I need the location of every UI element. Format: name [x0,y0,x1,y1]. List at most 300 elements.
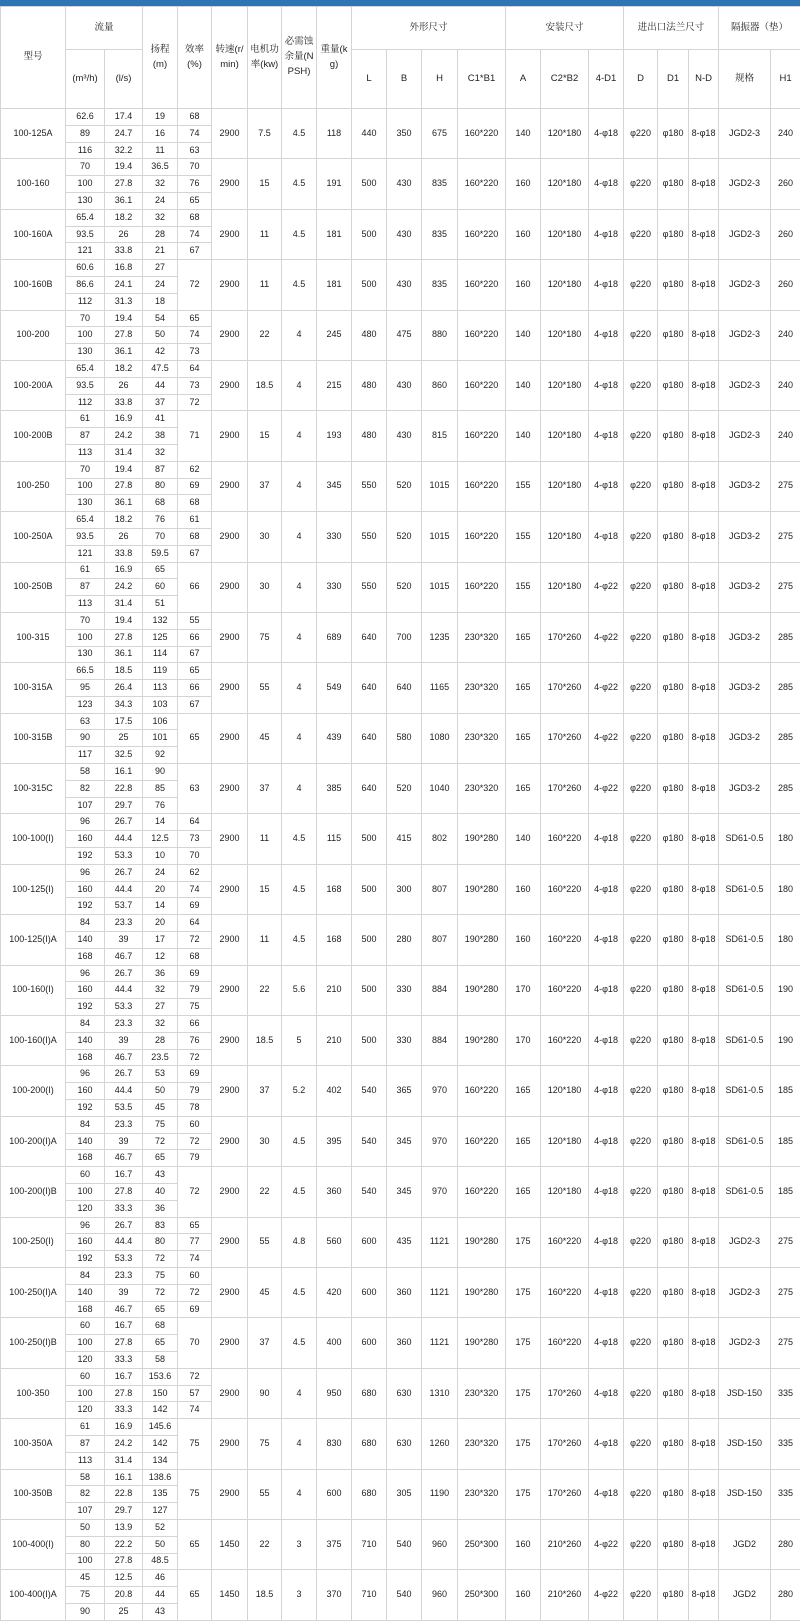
efficiency-cell: 75 [178,1469,212,1519]
install-4d1-cell: 4-φ18 [589,159,624,209]
flow-ls-cell: 18.2 [105,209,143,226]
weight-cell: 168 [317,915,352,965]
weight-cell: 181 [317,260,352,310]
flow-ls-cell: 31.4 [105,1452,143,1469]
efficiency-cell: 72 [178,394,212,411]
isolator-spec-cell: SD61-0.5 [719,965,771,1015]
speed-cell: 2900 [212,1066,248,1116]
dim-h-cell: 835 [422,209,458,259]
install-4d1-cell: 4-φ18 [589,1016,624,1066]
dim-b-cell: 330 [387,1016,422,1066]
motor-power-cell: 30 [248,512,282,562]
speed-cell: 2900 [212,310,248,360]
efficiency-cell: 72 [178,932,212,949]
install-a-cell: 140 [506,360,541,410]
flange-nd-cell: 8-φ18 [689,814,719,864]
install-a-cell: 165 [506,612,541,662]
flow-m3h-cell: 87 [66,1435,105,1452]
col-header-install-dims: 安装尺寸 [506,7,624,50]
flow-ls-cell: 39 [105,932,143,949]
isolator-h1-cell: 285 [771,713,800,763]
flow-m3h-cell: 130 [66,192,105,209]
install-4d1-cell: 4-φ18 [589,360,624,410]
efficiency-cell: 63 [178,764,212,814]
motor-power-cell: 22 [248,1519,282,1569]
flow-m3h-cell: 168 [66,1301,105,1318]
isolator-spec-cell: JGD2-3 [719,411,771,461]
isolator-h1-cell: 275 [771,1267,800,1317]
npsh-cell: 5.2 [282,1066,317,1116]
dim-c1b1-cell: 190*280 [458,1217,506,1267]
efficiency-cell: 68 [178,495,212,512]
flange-d-cell: φ220 [624,159,658,209]
dim-l-cell: 550 [352,562,387,612]
head-cell: 127 [143,1503,178,1520]
head-cell: 46 [143,1570,178,1587]
isolator-spec-cell: JGD3-2 [719,764,771,814]
isolator-h1-cell: 275 [771,512,800,562]
dim-h-cell: 1260 [422,1419,458,1469]
flow-ls-cell: 44.4 [105,881,143,898]
dim-l-cell: 440 [352,109,387,159]
install-c2b2-cell: 120*180 [541,1066,589,1116]
dim-h-cell: 835 [422,260,458,310]
flange-d-cell: φ220 [624,915,658,965]
motor-power-cell: 75 [248,1419,282,1469]
install-a-cell: 170 [506,1016,541,1066]
head-cell: 138.6 [143,1469,178,1486]
flow-m3h-cell: 70 [66,310,105,327]
install-c2b2-cell: 210*260 [541,1519,589,1569]
spec-table-body [1,109,800,1621]
weight-cell: 215 [317,360,352,410]
flange-d-cell: φ220 [624,310,658,360]
dim-c1b1-cell: 160*220 [458,209,506,259]
flange-nd-cell: 8-φ18 [689,1016,719,1066]
weight-cell: 360 [317,1167,352,1217]
efficiency-cell: 74 [178,226,212,243]
table-row [1,1419,800,1436]
speed-cell: 2900 [212,1318,248,1368]
efficiency-cell: 70 [178,848,212,865]
flow-m3h-cell: 70 [66,159,105,176]
dim-l-cell: 640 [352,663,387,713]
install-4d1-cell: 4-φ18 [589,915,624,965]
flange-d-cell: φ220 [624,512,658,562]
install-c2b2-cell: 170*260 [541,713,589,763]
flow-m3h-cell: 70 [66,612,105,629]
dim-l-cell: 600 [352,1318,387,1368]
dim-b-cell: 435 [387,1217,422,1267]
head-cell: 153.6 [143,1368,178,1385]
isolator-spec-cell: JGD3-2 [719,663,771,713]
flow-m3h-cell: 121 [66,243,105,260]
flow-m3h-cell: 140 [66,1133,105,1150]
col-header-flange-dims: 进出口法兰尺寸 [624,7,719,50]
flow-ls-cell: 31.4 [105,596,143,613]
flange-nd-cell: 8-φ18 [689,1267,719,1317]
flow-ls-cell: 16.9 [105,411,143,428]
dim-b-cell: 300 [387,864,422,914]
flow-ls-cell: 22.2 [105,1536,143,1553]
head-cell: 135 [143,1486,178,1503]
flow-m3h-cell: 86.6 [66,276,105,293]
head-cell: 32 [143,444,178,461]
table-row [1,1066,800,1083]
isolator-spec-cell: SD61-0.5 [719,1167,771,1217]
flow-ls-cell: 26.7 [105,965,143,982]
efficiency-cell: 57 [178,1385,212,1402]
motor-power-cell: 15 [248,159,282,209]
col-header-install-c2b2: C2*B2 [541,50,589,109]
head-cell: 20 [143,881,178,898]
isolator-h1-cell: 260 [771,159,800,209]
flange-d1-cell: φ180 [658,1167,689,1217]
head-cell: 68 [143,1318,178,1335]
dim-b-cell: 330 [387,965,422,1015]
npsh-cell: 4.5 [282,1167,317,1217]
flow-m3h-cell: 112 [66,293,105,310]
flow-ls-cell: 16.7 [105,1318,143,1335]
install-4d1-cell: 4-φ22 [589,562,624,612]
dim-c1b1-cell: 160*220 [458,461,506,511]
weight-cell: 193 [317,411,352,461]
flange-d1-cell: φ180 [658,1016,689,1066]
dim-c1b1-cell: 160*220 [458,360,506,410]
flange-d-cell: φ220 [624,1469,658,1519]
speed-cell: 2900 [212,1217,248,1267]
flow-m3h-cell: 140 [66,1284,105,1301]
weight-cell: 400 [317,1318,352,1368]
install-c2b2-cell: 170*260 [541,1419,589,1469]
motor-power-cell: 11 [248,814,282,864]
head-cell: 20 [143,915,178,932]
model-cell: 100-125A [1,109,66,159]
flange-nd-cell: 8-φ18 [689,360,719,410]
flow-ls-cell: 27.8 [105,1335,143,1352]
motor-power-cell: 37 [248,764,282,814]
col-header-efficiency: 效率(%) [178,7,212,109]
model-cell: 100-200B [1,411,66,461]
flow-ls-cell: 24.1 [105,276,143,293]
head-cell: 12.5 [143,831,178,848]
efficiency-cell: 68 [178,209,212,226]
head-cell: 24 [143,276,178,293]
model-cell: 100-160(I)A [1,1016,66,1066]
flow-m3h-cell: 93.5 [66,528,105,545]
dim-c1b1-cell: 190*280 [458,814,506,864]
install-4d1-cell: 4-φ18 [589,109,624,159]
col-header-head: 扬程(m) [143,7,178,109]
efficiency-cell: 67 [178,243,212,260]
install-c2b2-cell: 120*180 [541,512,589,562]
flow-m3h-cell: 113 [66,444,105,461]
head-cell: 72 [143,1284,178,1301]
install-a-cell: 165 [506,1167,541,1217]
npsh-cell: 3 [282,1519,317,1569]
npsh-cell: 4 [282,512,317,562]
install-a-cell: 175 [506,1217,541,1267]
model-cell: 100-315 [1,612,66,662]
model-cell: 100-315A [1,663,66,713]
flow-ls-cell: 27.8 [105,1184,143,1201]
flange-d1-cell: φ180 [658,764,689,814]
flow-m3h-cell: 100 [66,1553,105,1570]
install-a-cell: 165 [506,1116,541,1166]
flow-ls-cell: 34.3 [105,696,143,713]
isolator-spec-cell: SD61-0.5 [719,814,771,864]
dim-c1b1-cell: 160*220 [458,260,506,310]
weight-cell: 600 [317,1469,352,1519]
install-a-cell: 175 [506,1368,541,1418]
dim-b-cell: 430 [387,209,422,259]
isolator-spec-cell: JGD3-2 [719,713,771,763]
flow-ls-cell: 36.1 [105,192,143,209]
dim-b-cell: 540 [387,1519,422,1569]
flow-m3h-cell: 117 [66,747,105,764]
col-header-install-a: A [506,50,541,109]
efficiency-cell: 67 [178,696,212,713]
table-row [1,864,800,881]
motor-power-cell: 55 [248,1469,282,1519]
model-cell: 100-125(I)A [1,915,66,965]
dim-h-cell: 884 [422,1016,458,1066]
flow-ls-cell: 24.7 [105,125,143,142]
flow-m3h-cell: 61 [66,1419,105,1436]
install-4d1-cell: 4-φ22 [589,764,624,814]
install-a-cell: 175 [506,1267,541,1317]
install-4d1-cell: 4-φ18 [589,965,624,1015]
flange-nd-cell: 8-φ18 [689,1318,719,1368]
isolator-spec-cell: JGD2-3 [719,310,771,360]
flow-m3h-cell: 96 [66,1066,105,1083]
head-cell: 44 [143,377,178,394]
table-row [1,1469,800,1486]
head-cell: 37 [143,394,178,411]
isolator-h1-cell: 280 [771,1570,800,1620]
efficiency-cell: 60 [178,1116,212,1133]
speed-cell: 2900 [212,612,248,662]
head-cell: 32 [143,982,178,999]
model-cell: 100-315B [1,713,66,763]
flow-ls-cell: 44.4 [105,831,143,848]
head-cell: 24 [143,864,178,881]
weight-cell: 560 [317,1217,352,1267]
flange-d-cell: φ220 [624,1368,658,1418]
dim-c1b1-cell: 250*300 [458,1570,506,1620]
flange-d-cell: φ220 [624,965,658,1015]
flow-m3h-cell: 87 [66,579,105,596]
col-header-dim-c1b1: C1*B1 [458,50,506,109]
install-a-cell: 160 [506,209,541,259]
install-a-cell: 160 [506,864,541,914]
head-cell: 54 [143,310,178,327]
flow-m3h-cell: 93.5 [66,377,105,394]
efficiency-cell: 65 [178,713,212,763]
flow-m3h-cell: 89 [66,125,105,142]
flange-d-cell: φ220 [624,1519,658,1569]
isolator-h1-cell: 285 [771,764,800,814]
dim-b-cell: 430 [387,411,422,461]
head-cell: 101 [143,730,178,747]
weight-cell: 439 [317,713,352,763]
isolator-h1-cell: 280 [771,1519,800,1569]
isolator-spec-cell: JGD3-2 [719,461,771,511]
flange-d1-cell: φ180 [658,512,689,562]
flow-m3h-cell: 58 [66,1469,105,1486]
install-a-cell: 140 [506,411,541,461]
install-4d1-cell: 4-φ18 [589,260,624,310]
head-cell: 65 [143,1150,178,1167]
motor-power-cell: 37 [248,1066,282,1116]
efficiency-cell: 79 [178,1083,212,1100]
motor-power-cell: 18.5 [248,1016,282,1066]
speed-cell: 2900 [212,814,248,864]
dim-l-cell: 640 [352,612,387,662]
install-c2b2-cell: 160*220 [541,864,589,914]
npsh-cell: 4.5 [282,814,317,864]
isolator-h1-cell: 260 [771,209,800,259]
head-cell: 83 [143,1217,178,1234]
flange-d1-cell: φ180 [658,864,689,914]
head-cell: 11 [143,142,178,159]
speed-cell: 2900 [212,915,248,965]
flange-nd-cell: 8-φ18 [689,663,719,713]
flange-nd-cell: 8-φ18 [689,1519,719,1569]
efficiency-cell: 63 [178,142,212,159]
table-row [1,1016,800,1033]
flow-m3h-cell: 90 [66,1603,105,1620]
speed-cell: 2900 [212,109,248,159]
flow-ls-cell: 23.3 [105,915,143,932]
flow-m3h-cell: 82 [66,1486,105,1503]
flange-d-cell: φ220 [624,1167,658,1217]
install-a-cell: 175 [506,1318,541,1368]
install-c2b2-cell: 120*180 [541,260,589,310]
dim-h-cell: 1310 [422,1368,458,1418]
flow-ls-cell: 27.8 [105,1385,143,1402]
efficiency-cell: 65 [178,663,212,680]
install-a-cell: 165 [506,713,541,763]
flange-nd-cell: 8-φ18 [689,612,719,662]
flow-ls-cell: 27.8 [105,478,143,495]
dim-b-cell: 360 [387,1318,422,1368]
flow-m3h-cell: 84 [66,1267,105,1284]
dim-b-cell: 640 [387,663,422,713]
dim-l-cell: 480 [352,411,387,461]
flow-ls-cell: 39 [105,1284,143,1301]
flow-m3h-cell: 100 [66,1184,105,1201]
weight-cell: 395 [317,1116,352,1166]
install-a-cell: 175 [506,1419,541,1469]
table-row [1,411,800,428]
install-4d1-cell: 4-φ18 [589,310,624,360]
flow-ls-cell: 25 [105,730,143,747]
flow-ls-cell: 46.7 [105,1049,143,1066]
flow-ls-cell: 16.7 [105,1368,143,1385]
head-cell: 43 [143,1603,178,1620]
head-cell: 53 [143,1066,178,1083]
table-row [1,209,800,226]
flow-m3h-cell: 160 [66,1234,105,1251]
install-4d1-cell: 4-φ22 [589,1519,624,1569]
flow-ls-cell: 27.8 [105,1553,143,1570]
dim-c1b1-cell: 190*280 [458,965,506,1015]
flow-ls-cell: 53.3 [105,999,143,1016]
efficiency-cell: 69 [178,1066,212,1083]
speed-cell: 2900 [212,1368,248,1418]
weight-cell: 210 [317,1016,352,1066]
head-cell: 75 [143,1267,178,1284]
head-cell: 72 [143,1251,178,1268]
flow-m3h-cell: 192 [66,1100,105,1117]
isolator-h1-cell: 275 [771,1217,800,1267]
isolator-h1-cell: 260 [771,260,800,310]
dim-b-cell: 520 [387,461,422,511]
head-cell: 38 [143,428,178,445]
head-cell: 42 [143,344,178,361]
col-header-npsh: 必需蚀余量(NPSH) [282,7,317,109]
isolator-h1-cell: 185 [771,1167,800,1217]
flange-d1-cell: φ180 [658,1419,689,1469]
efficiency-cell: 65 [178,1519,212,1569]
flange-d-cell: φ220 [624,360,658,410]
motor-power-cell: 15 [248,411,282,461]
dim-c1b1-cell: 160*220 [458,512,506,562]
flange-d-cell: φ220 [624,612,658,662]
isolator-spec-cell: SD61-0.5 [719,915,771,965]
flow-ls-cell: 16.1 [105,1469,143,1486]
head-cell: 36.5 [143,159,178,176]
flange-d1-cell: φ180 [658,310,689,360]
install-4d1-cell: 4-φ22 [589,1570,624,1620]
flange-d1-cell: φ180 [658,713,689,763]
install-a-cell: 160 [506,260,541,310]
table-row [1,612,800,629]
speed-cell: 2900 [212,864,248,914]
install-c2b2-cell: 120*180 [541,109,589,159]
isolator-h1-cell: 335 [771,1368,800,1418]
table-row [1,1318,800,1335]
col-header-flow-m3h: (m³/h) [66,50,105,109]
dim-l-cell: 680 [352,1469,387,1519]
flow-ls-cell: 26.7 [105,1066,143,1083]
head-cell: 60 [143,579,178,596]
weight-cell: 370 [317,1570,352,1620]
flange-d-cell: φ220 [624,562,658,612]
dim-b-cell: 630 [387,1419,422,1469]
install-4d1-cell: 4-φ18 [589,1368,624,1418]
head-cell: 14 [143,814,178,831]
flow-m3h-cell: 168 [66,1049,105,1066]
flow-ls-cell: 33.3 [105,1200,143,1217]
flow-m3h-cell: 120 [66,1200,105,1217]
install-4d1-cell: 4-φ18 [589,814,624,864]
efficiency-cell: 72 [178,1049,212,1066]
install-c2b2-cell: 160*220 [541,915,589,965]
dim-b-cell: 430 [387,159,422,209]
flow-m3h-cell: 70 [66,461,105,478]
dim-l-cell: 500 [352,260,387,310]
dim-h-cell: 1121 [422,1267,458,1317]
model-cell: 100-200 [1,310,66,360]
motor-power-cell: 30 [248,1116,282,1166]
install-c2b2-cell: 160*220 [541,1217,589,1267]
flow-ls-cell: 46.7 [105,1150,143,1167]
flange-d-cell: φ220 [624,663,658,713]
head-cell: 119 [143,663,178,680]
flow-m3h-cell: 100 [66,176,105,193]
